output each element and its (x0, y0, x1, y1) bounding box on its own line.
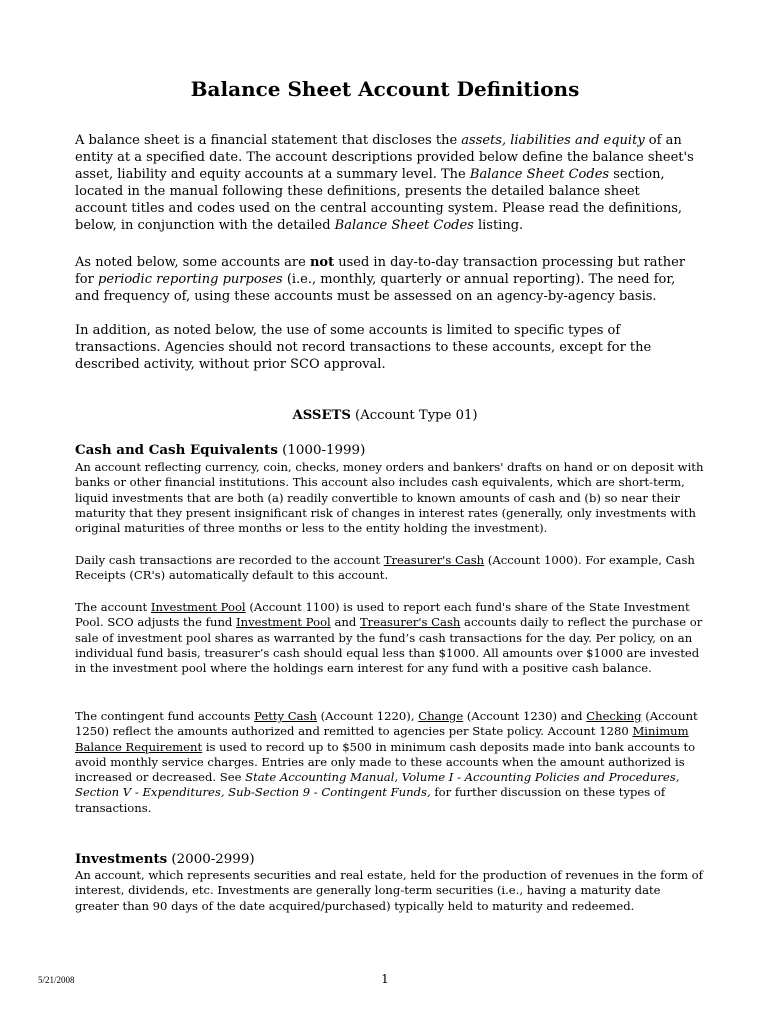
assets-section-heading: ASSETS (Account Type 01) (292, 408, 478, 423)
footer-page-number: 1 (381, 972, 389, 986)
cash-heading: Cash and Cash Equivalents (1000-1999) (75, 442, 366, 458)
intro-paragraph-1: A balance sheet is a financial statement that discloses the assets, liabilities and equity of an entity at a specified date. The account descriptions provided below define the balance sheet's asset, liability and equity accounts at a summary level. The Balance Sheet Codes section, located in the manual following these definitions, presents the detailed balance sheet account titles and codes used on the central accounting system. Please read the definitions, below, in conjunction with the detailed Balance Sheet Codes listing. (75, 133, 694, 233)
cash-paragraph-4: The contingent fund accounts Petty Cash (Account 1220), Change (Account 1230) and Checking (Account 1250) reflect the amounts authorized and remitted to agencies per State policy. Account 1280 Minimum Balance Requirement is used to record up to $500 in minimum cash deposits made into bank accounts to avoid monthly service charges. Entries are only made to these accounts when the amount authorized is increased or decreased. See State Accounting Manual, Volume I - Accounting Policies and Procedures, Section V - Expenditures, Sub-Section 9 - Contingent Funds, for further discussion on these types of transactions. (75, 709, 698, 815)
page-title: Balance Sheet Account Definitions (190, 77, 580, 101)
intro-paragraph-3: In addition, as noted below, the use of some accounts is limited to specific types of transactions. Agencies should not record transactions to these accounts, except for the described activity, without prior SCO approval. (75, 323, 652, 372)
intro-paragraph-2: As noted below, some accounts are not used in day-to-day transaction processing but rather for periodic reporting purposes (i.e., monthly, quarterly or annual reporting). The need for, and frequency of, using these accounts must be assessed on an agency-by-agency basis. (75, 255, 686, 304)
cash-paragraph-1: An account reflecting currency, coin, checks, money orders and bankers' drafts on hand or on deposit with banks or other financial institutions. This account also includes cash equivalents, which are short-term, liquid investments that are both (a) readily convertible to known amounts of cash and (b) so near their maturity that they present insignificant risk of changes in interest rates (generally, only investments with original maturities of three months or less to the entity holding the investment). (75, 460, 704, 536)
footer-date: 5/21/2008 (38, 975, 75, 985)
investments-heading: Investments (2000-2999) (75, 851, 255, 867)
cash-paragraph-3: The account Investment Pool (Account 1100) is used to report each fund's share of the State Investment Pool. SCO adjusts the fund Investment Pool and Treasurer's Cash accounts daily to reflect the purchase or sale of investment pool shares as warranted by the fund’s cash transactions for the day. Per policy, on an individual fund basis, treasurer’s cash should equal less than $1000. All amounts over $1000 are invested in the investment pool where the holdings earn interest for any fund with a positive cash balance. (75, 600, 703, 676)
investments-paragraph-1: An account, which represents securities and real estate, held for the production of revenues in the form of interest, dividends, etc. Investments are generally long-term securities (i.e., having a maturity date greater than 90 days of the date acquired/purchased) typically held to maturity and redeemed. (75, 868, 703, 913)
cash-paragraph-2: Daily cash transactions are recorded to the account Treasurer's Cash (Account 1000). For example, Cash Receipts (CR's) automatically default to this account. (75, 553, 695, 583)
